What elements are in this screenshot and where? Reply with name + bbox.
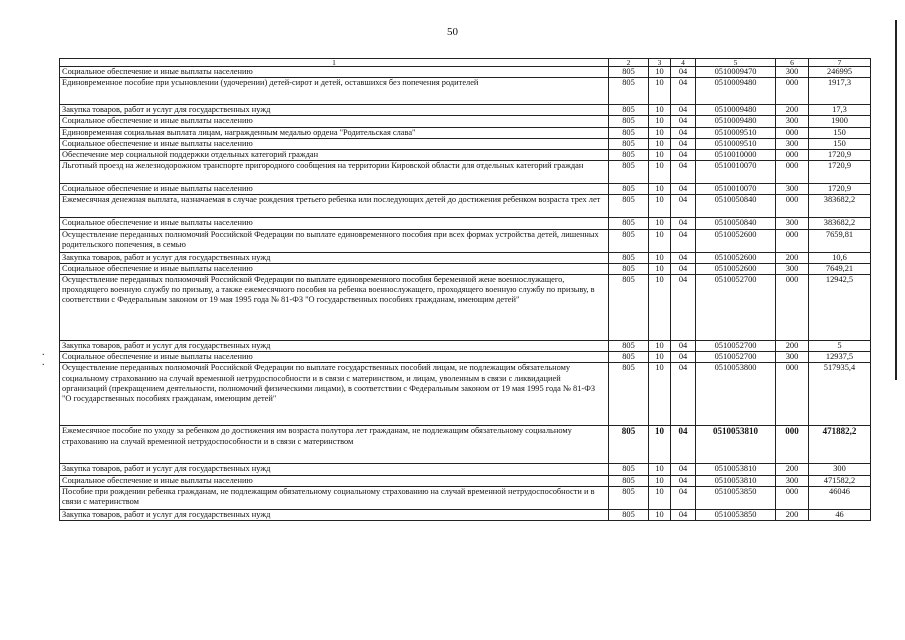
ministry-code-cell: 805 <box>609 363 649 426</box>
amount-cell: 17,3 <box>809 105 871 116</box>
section-code-cell: 10 <box>649 252 671 263</box>
subsection-code-cell: 04 <box>671 138 696 149</box>
amount-cell: 383682,2 <box>809 195 871 218</box>
section-code-cell: 10 <box>649 127 671 138</box>
subsection-code-cell: 04 <box>671 67 696 78</box>
section-code-cell: 10 <box>649 464 671 475</box>
expense-type-cell: 000 <box>776 150 809 161</box>
table-row <box>60 138 871 149</box>
expense-type-cell: 300 <box>776 138 809 149</box>
section-code-cell: 10 <box>649 78 671 105</box>
ministry-code-cell: 805 <box>609 195 649 218</box>
table-row <box>60 78 871 105</box>
expense-type-cell: 000 <box>776 275 809 341</box>
ministry-code-cell: 805 <box>609 161 649 184</box>
section-code-cell: 10 <box>649 229 671 252</box>
table-row <box>60 341 871 352</box>
section-code-cell: 10 <box>649 341 671 352</box>
subsection-code-cell: 04 <box>671 252 696 263</box>
target-article-cell: 0510052600 <box>696 263 776 274</box>
section-code-cell: 10 <box>649 475 671 486</box>
row-name-cell: Закупка товаров, работ и услуг для государственных нужд <box>60 252 609 263</box>
section-code-cell: 10 <box>649 218 671 229</box>
expense-type-cell: 000 <box>776 363 809 426</box>
subsection-code-cell: 04 <box>671 116 696 127</box>
row-name-cell: Социальное обеспечение и иные выплаты населению <box>60 352 609 363</box>
margin-mark: . <box>42 357 45 368</box>
target-article-cell: 0510009480 <box>696 78 776 105</box>
expense-type-cell: 200 <box>776 252 809 263</box>
target-article-cell: 0510052600 <box>696 252 776 263</box>
table-row <box>60 127 871 138</box>
target-article-cell: 0510009480 <box>696 116 776 127</box>
subsection-code-cell: 04 <box>671 363 696 426</box>
table-row <box>60 252 871 263</box>
amount-cell: 383682,2 <box>809 218 871 229</box>
header-cell: 3 <box>649 59 671 67</box>
ministry-code-cell: 805 <box>609 464 649 475</box>
expense-type-cell: 200 <box>776 509 809 520</box>
section-code-cell: 10 <box>649 509 671 520</box>
target-article-cell: 0510053850 <box>696 486 776 509</box>
expense-type-cell: 200 <box>776 341 809 352</box>
subsection-code-cell: 04 <box>671 341 696 352</box>
subsection-code-cell: 04 <box>671 464 696 475</box>
ministry-code-cell: 805 <box>609 341 649 352</box>
subsection-code-cell: 04 <box>671 78 696 105</box>
header-cell: 7 <box>809 59 871 67</box>
table-row <box>60 195 871 218</box>
section-code-cell: 10 <box>649 275 671 341</box>
amount-cell: 150 <box>809 127 871 138</box>
header-cell: 4 <box>671 59 696 67</box>
table-row <box>60 218 871 229</box>
ministry-code-cell: 805 <box>609 486 649 509</box>
subsection-code-cell: 04 <box>671 263 696 274</box>
section-code-cell: 10 <box>649 138 671 149</box>
section-code-cell: 10 <box>649 161 671 184</box>
amount-cell: 471582,2 <box>809 475 871 486</box>
subsection-code-cell: 04 <box>671 509 696 520</box>
table-row <box>60 486 871 509</box>
row-name-cell: Социальное обеспечение и иные выплаты населению <box>60 138 609 149</box>
target-article-cell: 0510050840 <box>696 195 776 218</box>
table-row <box>60 105 871 116</box>
expense-type-cell: 000 <box>776 195 809 218</box>
row-name-cell: Закупка товаров, работ и услуг для государственных нужд <box>60 105 609 116</box>
target-article-cell: 0510052700 <box>696 352 776 363</box>
expense-type-cell: 300 <box>776 218 809 229</box>
ministry-code-cell: 805 <box>609 218 649 229</box>
expense-type-cell: 300 <box>776 116 809 127</box>
target-article-cell: 0510009510 <box>696 138 776 149</box>
subsection-code-cell: 04 <box>671 161 696 184</box>
subsection-code-cell: 04 <box>671 275 696 341</box>
amount-cell: 1900 <box>809 116 871 127</box>
table-row <box>60 363 871 426</box>
row-name-cell: Социальное обеспечение и иные выплаты населению <box>60 263 609 274</box>
page-number: 50 <box>447 26 458 38</box>
target-article-cell: 0510053810 <box>696 426 776 464</box>
amount-cell: 517935,4 <box>809 363 871 426</box>
ministry-code-cell: 805 <box>609 509 649 520</box>
ministry-code-cell: 805 <box>609 67 649 78</box>
target-article-cell: 0510052600 <box>696 229 776 252</box>
amount-cell: 5 <box>809 341 871 352</box>
table-row <box>60 67 871 78</box>
section-code-cell: 10 <box>649 263 671 274</box>
expense-type-cell: 000 <box>776 229 809 252</box>
row-name-cell: Единовременная социальная выплата лицам, награжденным медалью ордена "Родительская слава" <box>60 127 609 138</box>
expense-type-cell: 300 <box>776 352 809 363</box>
target-article-cell: 0510009470 <box>696 67 776 78</box>
table-row <box>60 426 871 464</box>
row-name-cell: Ежемесячное пособие по уходу за ребенком до достижения им возраста полутора лет гражданам, не подлежащим обязательному социальному страхованию на случай временной нетрудоспособности и в связи с материнством <box>60 426 609 464</box>
amount-cell: 10,6 <box>809 252 871 263</box>
row-name-cell: Социальное обеспечение и иные выплаты населению <box>60 67 609 78</box>
ministry-code-cell: 805 <box>609 127 649 138</box>
amount-cell: 46 <box>809 509 871 520</box>
subsection-code-cell: 04 <box>671 426 696 464</box>
row-name-cell: Социальное обеспечение и иные выплаты населению <box>60 184 609 195</box>
table-row <box>60 150 871 161</box>
section-code-cell: 10 <box>649 426 671 464</box>
header-cell: 2 <box>609 59 649 67</box>
subsection-code-cell: 04 <box>671 195 696 218</box>
expense-type-cell: 300 <box>776 184 809 195</box>
header-cell: 6 <box>776 59 809 67</box>
expense-type-cell: 000 <box>776 426 809 464</box>
table-row <box>60 475 871 486</box>
section-code-cell: 10 <box>649 195 671 218</box>
expense-type-cell: 000 <box>776 486 809 509</box>
row-name-cell: Обеспечение мер социальной поддержки отдельных категорий граждан <box>60 150 609 161</box>
section-code-cell: 10 <box>649 363 671 426</box>
target-article-cell: 0510009510 <box>696 127 776 138</box>
row-name-cell: Ежемесячная денежная выплата, назначаемая в случае рождения третьего ребенка или последующих детей до достижения ребенком возраста трех лет <box>60 195 609 218</box>
ministry-code-cell: 805 <box>609 352 649 363</box>
header-cell: 1 <box>60 59 609 67</box>
ministry-code-cell: 805 <box>609 150 649 161</box>
budget-table <box>59 58 871 521</box>
table-row <box>60 116 871 127</box>
ministry-code-cell: 805 <box>609 105 649 116</box>
header-row <box>60 59 871 67</box>
expense-type-cell: 000 <box>776 78 809 105</box>
target-article-cell: 0510053850 <box>696 509 776 520</box>
table-row <box>60 161 871 184</box>
subsection-code-cell: 04 <box>671 184 696 195</box>
row-name-cell: Социальное обеспечение и иные выплаты населению <box>60 218 609 229</box>
target-article-cell: 0510052700 <box>696 275 776 341</box>
ministry-code-cell: 805 <box>609 138 649 149</box>
subsection-code-cell: 04 <box>671 150 696 161</box>
amount-cell: 46046 <box>809 486 871 509</box>
subsection-code-cell: 04 <box>671 486 696 509</box>
target-article-cell: 0510009480 <box>696 105 776 116</box>
section-code-cell: 10 <box>649 184 671 195</box>
target-article-cell: 0510053810 <box>696 464 776 475</box>
subsection-code-cell: 04 <box>671 352 696 363</box>
section-code-cell: 10 <box>649 352 671 363</box>
row-name-cell: Осуществление переданных полномочий Российской Федерации по выплате единовременного пособия беременной жене военнослужащего, проходящего военную службу по призыву, а также ежемесячного пособия на ребенка военнослужащего, проходящего военную службу по призыву, в соответствии с Федеральным законом от 19 мая 1995 года № 81-ФЗ "О государственных пособиях гражданам, имеющим детей" <box>60 275 609 341</box>
subsection-code-cell: 04 <box>671 475 696 486</box>
expense-type-cell: 000 <box>776 127 809 138</box>
target-article-cell: 0510010070 <box>696 161 776 184</box>
expense-type-cell: 300 <box>776 67 809 78</box>
table-row <box>60 184 871 195</box>
expense-type-cell: 200 <box>776 464 809 475</box>
target-article-cell: 0510053810 <box>696 475 776 486</box>
amount-cell: 7659,81 <box>809 229 871 252</box>
row-name-cell: Осуществление переданных полномочий Российской Федерации по выплате государственных пособий лицам, не подлежащим обязательному социальному страхованию на случай временной нетрудоспособности и в связи с материнством, и лицам, уволенным в связи с ликвидацией организаций (прекращением деятельности, полномочий физическими лицами), в соответствии с Федеральным законом от 19 мая 1995 года № 81-ФЗ "О государственных пособиях гражданам, имеющим детей" <box>60 363 609 426</box>
margin-mark: . <box>42 347 45 358</box>
ministry-code-cell: 805 <box>609 116 649 127</box>
expense-type-cell: 000 <box>776 161 809 184</box>
ministry-code-cell: 805 <box>609 252 649 263</box>
expense-type-cell: 300 <box>776 475 809 486</box>
row-name-cell: Социальное обеспечение и иные выплаты населению <box>60 475 609 486</box>
row-name-cell: Закупка товаров, работ и услуг для государственных нужд <box>60 464 609 475</box>
subsection-code-cell: 04 <box>671 229 696 252</box>
row-name-cell: Льготный проезд на железнодорожном транспорте пригородного сообщения на территории Кировской области для отдельных категорий граждан <box>60 161 609 184</box>
row-name-cell: Осуществление переданных полномочий Российской Федерации по выплате единовременного пособия при всех формах устройства детей, лишенных родительского попечения, в семью <box>60 229 609 252</box>
target-article-cell: 0510052700 <box>696 341 776 352</box>
amount-cell: 1720,9 <box>809 150 871 161</box>
ministry-code-cell: 805 <box>609 426 649 464</box>
amount-cell: 1720,9 <box>809 161 871 184</box>
row-name-cell: Социальное обеспечение и иные выплаты населению <box>60 116 609 127</box>
target-article-cell: 0510010000 <box>696 150 776 161</box>
table-row <box>60 275 871 341</box>
table-row <box>60 352 871 363</box>
section-code-cell: 10 <box>649 486 671 509</box>
subsection-code-cell: 04 <box>671 105 696 116</box>
subsection-code-cell: 04 <box>671 218 696 229</box>
row-name-cell: Закупка товаров, работ и услуг для государственных нужд <box>60 509 609 520</box>
ministry-code-cell: 805 <box>609 475 649 486</box>
section-code-cell: 10 <box>649 116 671 127</box>
target-article-cell: 0510010070 <box>696 184 776 195</box>
amount-cell: 246995 <box>809 67 871 78</box>
ministry-code-cell: 805 <box>609 275 649 341</box>
amount-cell: 1917,3 <box>809 78 871 105</box>
target-article-cell: 0510053800 <box>696 363 776 426</box>
amount-cell: 471882,2 <box>809 426 871 464</box>
amount-cell: 12937,5 <box>809 352 871 363</box>
ministry-code-cell: 805 <box>609 263 649 274</box>
table-row <box>60 229 871 252</box>
expense-type-cell: 300 <box>776 263 809 274</box>
expense-type-cell: 200 <box>776 105 809 116</box>
subsection-code-cell: 04 <box>671 127 696 138</box>
ministry-code-cell: 805 <box>609 78 649 105</box>
section-code-cell: 10 <box>649 150 671 161</box>
binding-edge-line <box>895 20 897 380</box>
ministry-code-cell: 805 <box>609 229 649 252</box>
section-code-cell: 10 <box>649 105 671 116</box>
section-code-cell: 10 <box>649 67 671 78</box>
table-row <box>60 464 871 475</box>
table-row <box>60 509 871 520</box>
amount-cell: 1720,9 <box>809 184 871 195</box>
ministry-code-cell: 805 <box>609 184 649 195</box>
amount-cell: 7649,21 <box>809 263 871 274</box>
header-cell: 5 <box>696 59 776 67</box>
amount-cell: 300 <box>809 464 871 475</box>
amount-cell: 12942,5 <box>809 275 871 341</box>
target-article-cell: 0510050840 <box>696 218 776 229</box>
row-name-cell: Единовременное пособие при усыновлении (удочерении) детей-сирот и детей, оставшихся без попечения родителей <box>60 78 609 105</box>
table-row <box>60 263 871 274</box>
amount-cell: 150 <box>809 138 871 149</box>
row-name-cell: Закупка товаров, работ и услуг для государственных нужд <box>60 341 609 352</box>
row-name-cell: Пособие при рождении ребенка гражданам, не подлежащим обязательному социальному страхованию на случай временной нетрудоспособности и в связи с материнством <box>60 486 609 509</box>
